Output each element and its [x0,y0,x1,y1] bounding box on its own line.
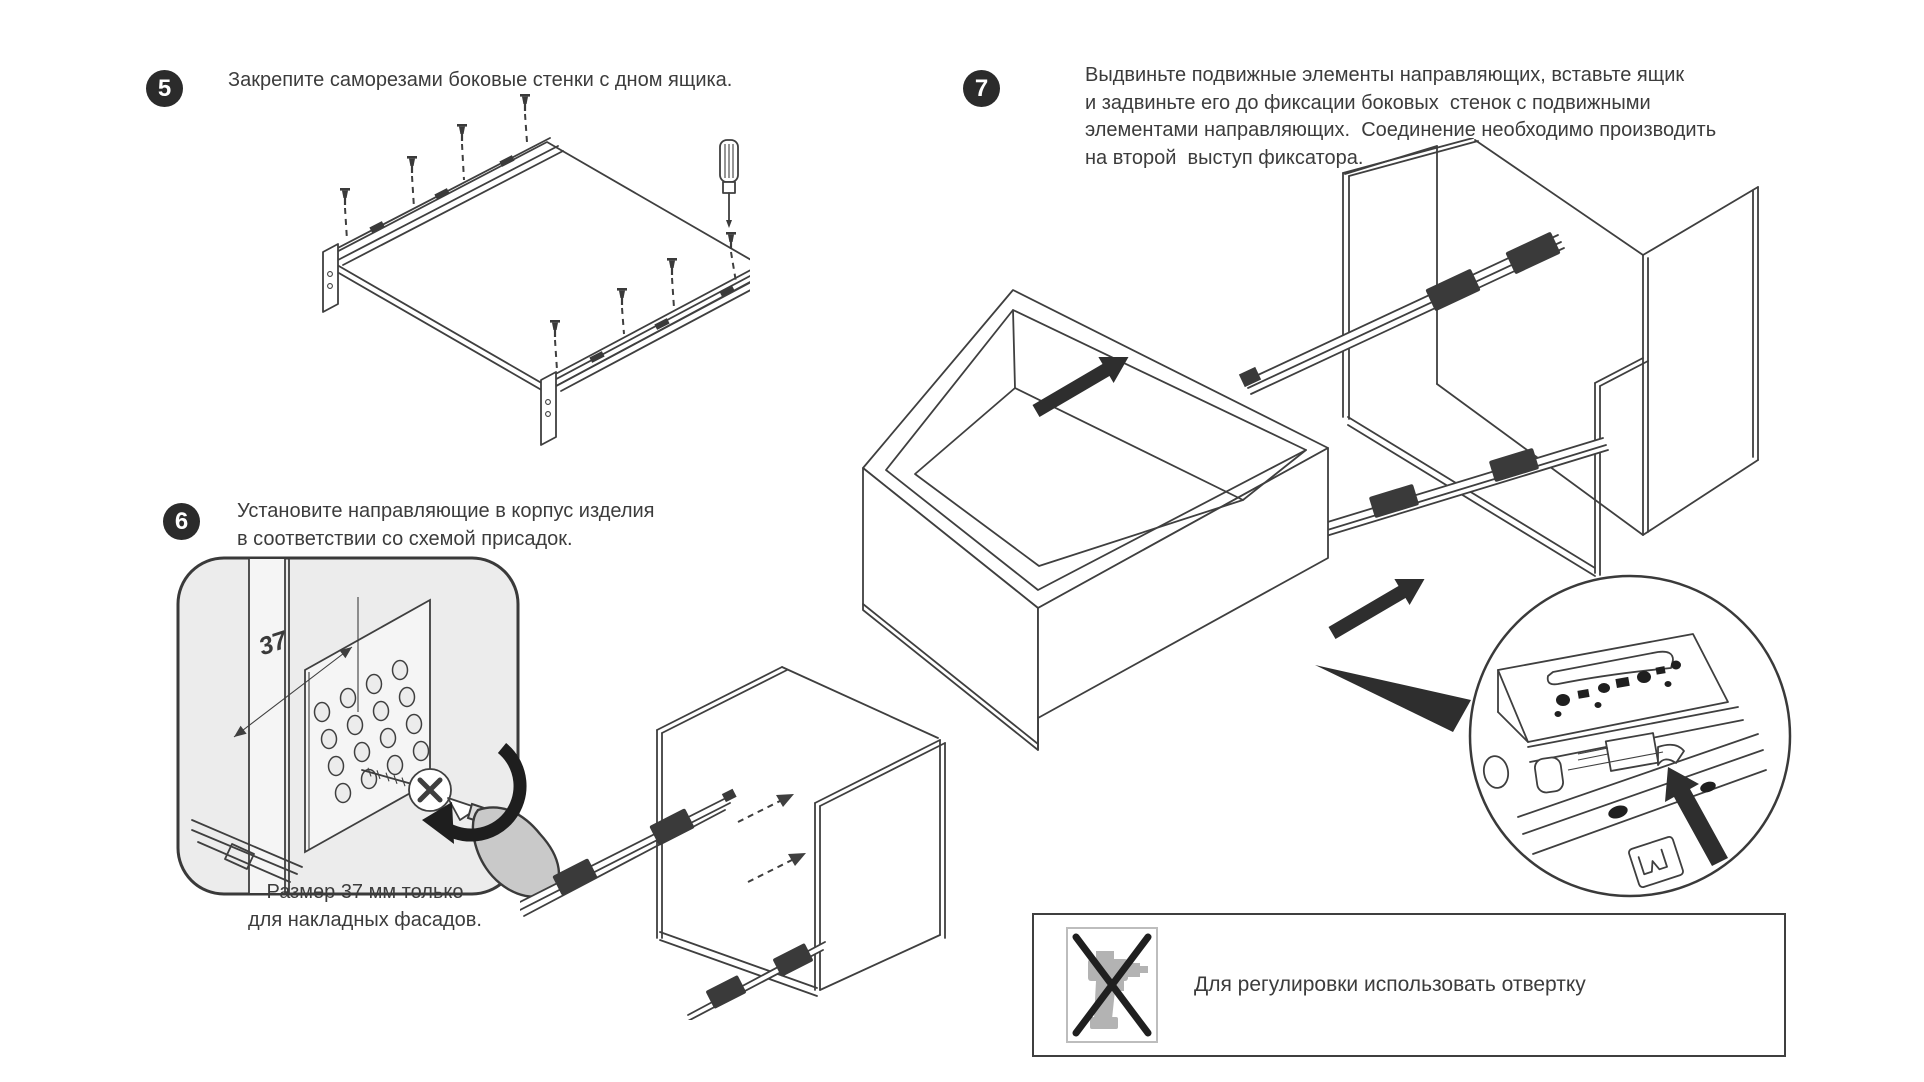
step-6-instruction [237,498,797,553]
step-6-number-badge [163,503,200,540]
caption-line-2: для накладных фасадов. [248,909,482,931]
step-7-text-line-1: Выдвиньте подвижные элементы направляющих, вставьте ящик [1085,64,1685,86]
step-5-text-line: Закрепите саморезами боковые стенки с дном ящика. [228,69,733,91]
insert-direction-arrow-lower [1329,579,1425,639]
insert-arrow-lower [748,853,806,882]
note-box [1032,913,1786,1057]
upper-rail [520,789,737,916]
step-5-drawing [250,82,750,457]
step-6-text-line-2: в соответствии со схемой присадок. [237,527,573,550]
step-6-caption [210,878,520,934]
cabinet-wall-edge [249,559,289,893]
no-drill-tile [1066,927,1158,1043]
step-6-detail-callout [172,552,572,912]
caption-line-1: Размер 37 мм только [266,881,464,903]
step-7-text-line-2: и задвиньте его до фиксации боковых стенок с подвижными [1085,91,1651,114]
step-7-number-badge [963,70,1000,107]
note-text: Для регулировки использовать отвертку [1194,973,1586,996]
step-6-text-line-1: Установите направляющие в корпус изделия [237,500,655,522]
insert-arrow-upper [738,794,794,822]
step-7-number: 7 [974,74,989,102]
step-7-text-line-3: элементами направляющих. Соединение необходимо производить [1085,119,1717,141]
step-6-number: 6 [174,507,189,535]
step-5-number-badge [146,70,183,107]
detail-pointer-wedge [1315,665,1471,732]
upper-extended-rail [1239,232,1564,394]
latch-detail-circle [1458,562,1806,910]
dimension-37-label: 37 [255,625,291,662]
step-7-text-line-4: на второй выступ фиксатора. [1085,146,1364,169]
drawer-bottom-panel [325,142,750,392]
step-5-number: 5 [157,74,172,102]
lower-rail [686,942,825,1020]
no-drill-icon [1068,929,1156,1041]
drawer-box [863,290,1328,750]
